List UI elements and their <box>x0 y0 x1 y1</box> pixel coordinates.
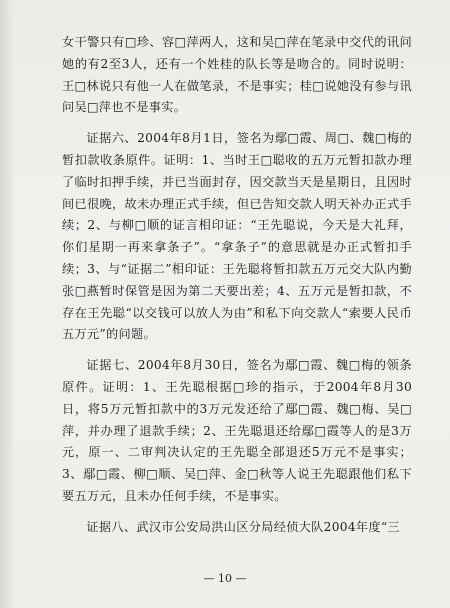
paragraph-evidence-6: 证据六、2004年8月1日，签名为鄢□霞、周□、魏□梅的暂扣款收条原件。证明：1、当时王□聪收的五万元暂扣款办理了临时扣押手续，并已当面封存，因交款当天是星期日，且因时间已很晚，故未办理正式手续，但已告知交款人明天补办正式手续；2、与柳□顺的证言相印证：“王先聪说，今天是大礼拜，你们星期一再来拿条子”。“拿条子”的意思就是办正式暂扣手续；3、与“证据二”相印证：王先聪将暂扣款五万元交大队内勤张□燕暂时保管是因为第二天要出差；4、五万元是暂扣款，不存在王先聪“以交钱可以放人为由”和私下向交款人“索要人民币五万元”的问题。 <box>62 131 412 342</box>
paragraph-evidence-7: 证据七、2004年8月30日，签名为鄢□霞、魏□梅的领条原件。证明：1、王先聪根据□珍的指示，于2004年8月30日，将5万元暂扣款中的3万元发还给了鄢□霞、魏□梅、吴□萍，并办理了退款手续；2、王先聪退还给鄢□霞等人的是3万元，原一、二审判决认定的王先聪全部退还5万元不是事实；3、鄢□霞、柳□顺、吴□萍、金□秋等人说王先聪跟他们私下要五万元，且未办任何手续，不是事实。 <box>62 358 412 503</box>
page-number: — 10 — <box>203 572 247 585</box>
body-text <box>62 32 412 539</box>
paragraph-evidence-8: 证据八、武汉市公安局洪山区分局经侦大队2004年度“三 <box>86 519 400 534</box>
paragraph-continuation: 女干警只有□珍、容□萍两人，这和吴□萍在笔录中交代的讯问她的有2至3人，还有一个姓桂的队长等是吻合的。同时说明：王□林说只有他一人在做笔录，不是事实；桂□说她没有参与讯问吴□萍也不是事实。 <box>62 35 412 115</box>
page-binding-shadow <box>0 0 14 608</box>
